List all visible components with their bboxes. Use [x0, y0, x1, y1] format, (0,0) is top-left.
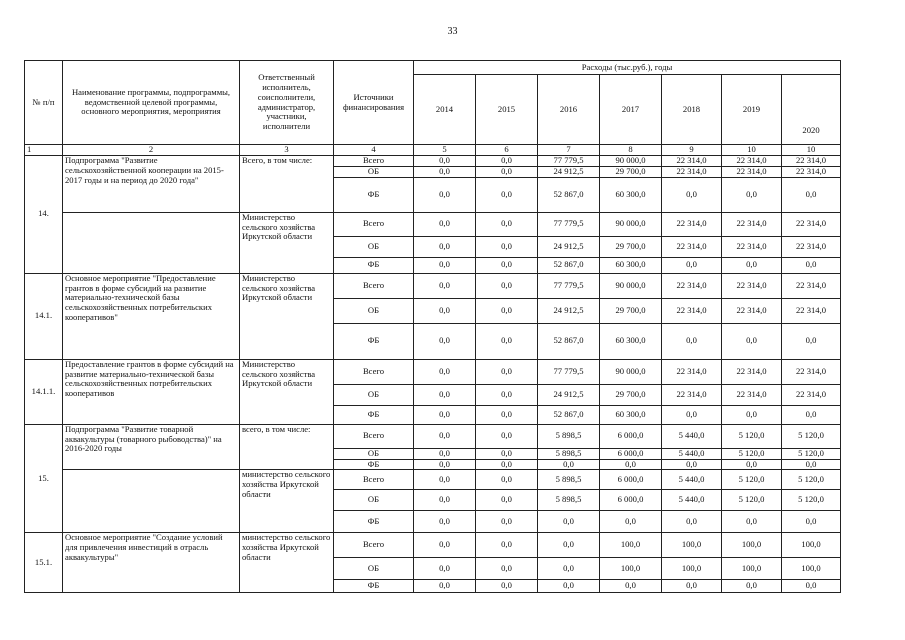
row-value: 0,0	[722, 405, 782, 424]
row-value: 5 120,0	[722, 470, 782, 490]
row-value: 60 300,0	[600, 177, 662, 212]
row-source: ФБ	[334, 177, 414, 212]
row-source: ОБ	[334, 236, 414, 257]
row-number: 14.1.1.	[25, 359, 63, 424]
row-value: 0,0	[476, 273, 538, 298]
row-number: 15.	[25, 424, 63, 533]
row-value: 0,0	[782, 257, 841, 273]
row-value: 22 314,0	[662, 273, 722, 298]
row-value: 90 000,0	[600, 359, 662, 384]
row-value: 0,0	[476, 212, 538, 236]
row-value: 0,0	[538, 511, 600, 533]
row-value: 22 314,0	[722, 166, 782, 177]
header-year: 2015	[476, 75, 538, 145]
row-value: 6 000,0	[600, 424, 662, 448]
row-value: 24 912,5	[538, 166, 600, 177]
row-name: Основное мероприятие "Создание условий для привлечения инвестиций в отрасль аквакультуры"	[63, 533, 240, 593]
row-value: 100,0	[662, 533, 722, 558]
row-value: 0,0	[476, 166, 538, 177]
row-value: 5 898,5	[538, 448, 600, 459]
header-year: 2020	[782, 75, 841, 145]
row-source: ОБ	[334, 384, 414, 405]
row-source: ФБ	[334, 323, 414, 359]
row-value: 0,0	[414, 459, 476, 470]
row-value: 0,0	[414, 384, 476, 405]
row-source: Всего	[334, 470, 414, 490]
row-value: 0,0	[782, 511, 841, 533]
row-value: 77 779,5	[538, 212, 600, 236]
row-value: 22 314,0	[722, 212, 782, 236]
row-value: 0,0	[722, 257, 782, 273]
row-value: 0,0	[414, 177, 476, 212]
row-value: 0,0	[476, 533, 538, 558]
row-value: 5 120,0	[722, 448, 782, 459]
row-value: 0,0	[476, 511, 538, 533]
row-value: 60 300,0	[600, 323, 662, 359]
row-value: 60 300,0	[600, 257, 662, 273]
row-value: 0,0	[414, 212, 476, 236]
row-value: 0,0	[782, 405, 841, 424]
table-row	[25, 155, 841, 166]
row-value: 0,0	[476, 580, 538, 593]
row-value: 0,0	[476, 257, 538, 273]
row-number: 14.1.	[25, 273, 63, 359]
row-value: 5 898,5	[538, 490, 600, 511]
row-value: 0,0	[722, 323, 782, 359]
row-value: 22 314,0	[782, 236, 841, 257]
row-value: 22 314,0	[782, 359, 841, 384]
row-value: 0,0	[414, 298, 476, 323]
col-number: 3	[240, 145, 334, 156]
row-value: 6 000,0	[600, 470, 662, 490]
row-value: 0,0	[476, 236, 538, 257]
row-value: 5 120,0	[782, 448, 841, 459]
row-value: 100,0	[662, 558, 722, 580]
row-value: 0,0	[414, 490, 476, 511]
row-value: 22 314,0	[782, 166, 841, 177]
col-number: 7	[538, 145, 600, 156]
row-value: 0,0	[476, 459, 538, 470]
row-value: 22 314,0	[662, 166, 722, 177]
row-value: 0,0	[476, 424, 538, 448]
table-row	[25, 470, 841, 490]
row-value: 6 000,0	[600, 490, 662, 511]
row-value: 29 700,0	[600, 384, 662, 405]
row-source: ОБ	[334, 166, 414, 177]
row-value: 22 314,0	[662, 384, 722, 405]
header-year: 2017	[600, 75, 662, 145]
row-value: 24 912,5	[538, 384, 600, 405]
row-value: 0,0	[476, 384, 538, 405]
row-value: 22 314,0	[782, 155, 841, 166]
row-name-empty	[63, 212, 240, 273]
row-value: 0,0	[538, 533, 600, 558]
row-name: Основное мероприятие "Предоставление грантов в форме субсидий на развитие материально-технической базы сельскохозяйственных потребительских кооперативов"	[63, 273, 240, 359]
row-value: 0,0	[414, 405, 476, 424]
row-value: 90 000,0	[600, 212, 662, 236]
row-source: Всего	[334, 533, 414, 558]
header-year: 2016	[538, 75, 600, 145]
row-value: 29 700,0	[600, 166, 662, 177]
row-source: ФБ	[334, 580, 414, 593]
row-value: 100,0	[722, 533, 782, 558]
row-value: 0,0	[414, 558, 476, 580]
row-source: Всего	[334, 212, 414, 236]
col-number: 4	[334, 145, 414, 156]
row-value: 5 440,0	[662, 448, 722, 459]
row-value: 0,0	[414, 580, 476, 593]
row-value: 0,0	[662, 323, 722, 359]
row-value: 22 314,0	[662, 155, 722, 166]
row-value: 0,0	[600, 459, 662, 470]
header-expenses: Расходы (тыс.руб.), годы	[414, 61, 841, 75]
row-value: 24 912,5	[538, 298, 600, 323]
row-value: 0,0	[414, 155, 476, 166]
row-value: 22 314,0	[662, 298, 722, 323]
row-value: 0,0	[722, 459, 782, 470]
row-value: 0,0	[722, 177, 782, 212]
row-name: Подпрограмма "Развитие товарной аквакультуры (товарного рыбоводства)" на 2016-2020 годы	[63, 424, 240, 470]
row-value: 0,0	[782, 177, 841, 212]
row-responsible: Министерство сельского хозяйства Иркутской области	[240, 212, 334, 273]
row-name: Подпрограмма "Развитие сельскохозяйственной кооперации на 2015-2017 годы и на период до 2020 года"	[63, 155, 240, 212]
col-number: 5	[414, 145, 476, 156]
header-year: 2019	[722, 75, 782, 145]
row-value: 22 314,0	[782, 384, 841, 405]
table-row	[25, 533, 841, 558]
row-value: 5 898,5	[538, 424, 600, 448]
row-value: 0,0	[662, 580, 722, 593]
budget-table	[24, 60, 841, 593]
col-number: 2	[63, 145, 240, 156]
row-value: 5 120,0	[722, 490, 782, 511]
row-value: 0,0	[662, 405, 722, 424]
row-value: 5 120,0	[722, 424, 782, 448]
row-value: 0,0	[476, 359, 538, 384]
table-row	[25, 359, 841, 384]
row-value: 0,0	[414, 424, 476, 448]
row-source: ОБ	[334, 298, 414, 323]
row-value: 5 120,0	[782, 490, 841, 511]
row-value: 0,0	[414, 533, 476, 558]
row-value: 0,0	[662, 177, 722, 212]
row-value: 52 867,0	[538, 177, 600, 212]
header-num: № п/п	[25, 61, 63, 145]
row-value: 5 120,0	[782, 470, 841, 490]
row-value: 0,0	[782, 323, 841, 359]
header-year: 2018	[662, 75, 722, 145]
row-source: Всего	[334, 359, 414, 384]
header-year: 2014	[414, 75, 476, 145]
header-sources: Источники финансирования	[334, 61, 414, 145]
row-responsible: всего, в том числе:	[240, 424, 334, 470]
row-value: 0,0	[476, 448, 538, 459]
row-responsible: Министерство сельского хозяйства Иркутской области	[240, 273, 334, 359]
row-value: 24 912,5	[538, 236, 600, 257]
row-responsible: Всего, в том числе:	[240, 155, 334, 212]
row-value: 0,0	[600, 580, 662, 593]
row-source: ОБ	[334, 558, 414, 580]
row-source: Всего	[334, 155, 414, 166]
row-value: 100,0	[722, 558, 782, 580]
row-value: 0,0	[414, 236, 476, 257]
col-number: 9	[662, 145, 722, 156]
row-responsible: министерство сельского хозяйства Иркутской области	[240, 470, 334, 533]
row-value: 0,0	[414, 470, 476, 490]
row-value: 22 314,0	[662, 236, 722, 257]
row-value: 0,0	[476, 558, 538, 580]
row-value: 90 000,0	[600, 155, 662, 166]
row-value: 0,0	[414, 166, 476, 177]
row-value: 22 314,0	[662, 212, 722, 236]
row-value: 77 779,5	[538, 273, 600, 298]
row-value: 5 440,0	[662, 490, 722, 511]
row-value: 0,0	[414, 359, 476, 384]
header-responsible: Ответственный исполнитель, соисполнители, администратор, участники, исполнители	[240, 61, 334, 145]
col-number: 8	[600, 145, 662, 156]
row-value: 100,0	[600, 533, 662, 558]
row-responsible: министерство сельского хозяйства Иркутской области	[240, 533, 334, 593]
col-number: 6	[476, 145, 538, 156]
row-value: 0,0	[476, 155, 538, 166]
col-number: 10	[722, 145, 782, 156]
row-value: 100,0	[782, 533, 841, 558]
row-source: ФБ	[334, 405, 414, 424]
row-value: 22 314,0	[782, 212, 841, 236]
row-value: 0,0	[476, 177, 538, 212]
row-value: 0,0	[476, 298, 538, 323]
row-value: 52 867,0	[538, 257, 600, 273]
col-number: 1	[25, 145, 63, 156]
row-value: 0,0	[414, 257, 476, 273]
row-value: 0,0	[476, 470, 538, 490]
row-value: 22 314,0	[722, 359, 782, 384]
row-value: 6 000,0	[600, 448, 662, 459]
row-value: 22 314,0	[662, 359, 722, 384]
row-value: 77 779,5	[538, 359, 600, 384]
row-source: ОБ	[334, 448, 414, 459]
row-value: 0,0	[782, 459, 841, 470]
row-value: 22 314,0	[722, 298, 782, 323]
row-responsible: Министерство сельского хозяйства Иркутской области	[240, 359, 334, 424]
row-value: 0,0	[414, 448, 476, 459]
row-value: 22 314,0	[722, 384, 782, 405]
row-value: 22 314,0	[722, 155, 782, 166]
page-number: 33	[447, 26, 458, 37]
row-value: 0,0	[538, 558, 600, 580]
row-value: 0,0	[414, 511, 476, 533]
row-value: 5 120,0	[782, 424, 841, 448]
row-value: 0,0	[538, 459, 600, 470]
table-row	[25, 424, 841, 448]
row-value: 0,0	[782, 580, 841, 593]
row-value: 0,0	[476, 323, 538, 359]
row-name: Предоставление грантов в форме субсидий на развитие материально-технической базы сельскохозяйственных потребительских кооперативов	[63, 359, 240, 424]
row-value: 22 314,0	[782, 298, 841, 323]
row-source: Всего	[334, 424, 414, 448]
row-source: ФБ	[334, 459, 414, 470]
row-value: 29 700,0	[600, 236, 662, 257]
row-value: 77 779,5	[538, 155, 600, 166]
row-value: 22 314,0	[722, 236, 782, 257]
table-row	[25, 273, 841, 298]
row-number: 14.	[25, 155, 63, 273]
row-value: 0,0	[476, 490, 538, 511]
row-value: 0,0	[538, 580, 600, 593]
row-value: 22 314,0	[782, 273, 841, 298]
row-value: 0,0	[662, 459, 722, 470]
row-value: 5 898,5	[538, 470, 600, 490]
row-value: 0,0	[476, 405, 538, 424]
row-value: 0,0	[414, 273, 476, 298]
row-value: 5 440,0	[662, 470, 722, 490]
row-number: 15.1.	[25, 533, 63, 593]
row-source: Всего	[334, 273, 414, 298]
row-value: 0,0	[722, 511, 782, 533]
row-value: 0,0	[414, 323, 476, 359]
row-value: 29 700,0	[600, 298, 662, 323]
header-name: Наименование программы, подпрограммы, ведомственной целевой программы, основного мероприятия, мероприятия	[63, 61, 240, 145]
col-number: 10	[782, 145, 841, 156]
row-source: ФБ	[334, 511, 414, 533]
row-value: 22 314,0	[722, 273, 782, 298]
row-value: 0,0	[600, 511, 662, 533]
row-value: 0,0	[662, 257, 722, 273]
row-name-empty	[63, 470, 240, 533]
table-body	[25, 155, 841, 593]
row-value: 100,0	[782, 558, 841, 580]
table-row	[25, 212, 841, 236]
row-value: 0,0	[662, 511, 722, 533]
row-value: 52 867,0	[538, 405, 600, 424]
row-value: 60 300,0	[600, 405, 662, 424]
row-value: 100,0	[600, 558, 662, 580]
row-value: 5 440,0	[662, 424, 722, 448]
row-source: ФБ	[334, 257, 414, 273]
row-value: 0,0	[722, 580, 782, 593]
row-value: 52 867,0	[538, 323, 600, 359]
row-source: ОБ	[334, 490, 414, 511]
row-value: 90 000,0	[600, 273, 662, 298]
